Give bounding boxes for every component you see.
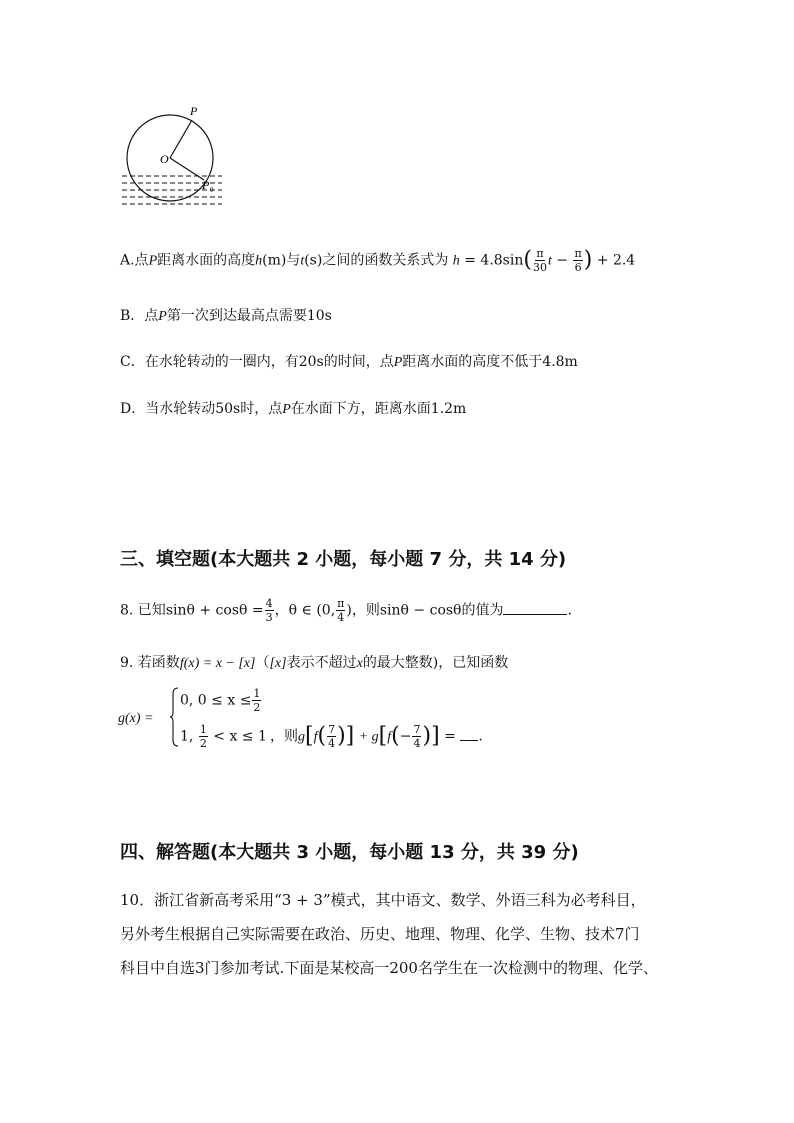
q9-f1: f: [313, 729, 318, 745]
q9-desc: 表示不超过: [286, 655, 357, 671]
q8-interval-close: ): [346, 602, 352, 619]
point-p: P: [393, 355, 403, 370]
frac-pi-4: $\frac{\pi}{4}$: [337, 597, 345, 624]
var-h: h: [255, 253, 263, 269]
frac-1-2-case1: $\frac{1}{2}$: [253, 687, 261, 714]
case1-val: 0, 0 ≤ x ≤: [180, 692, 252, 709]
question-9-line-1: [120, 652, 508, 672]
q8-then: ，则sinθ − cosθ的值为: [351, 602, 504, 619]
piecewise-brace: [170, 686, 180, 748]
option-a-and: 与: [286, 252, 301, 269]
formula-t: t: [547, 253, 552, 269]
piecewise-case-2: [180, 724, 267, 749]
label-p0: P: [202, 178, 210, 192]
formula-plus: + 2.4: [596, 252, 636, 269]
label-p0-sub: 0: [210, 186, 214, 194]
formula-eq: = 4.8sin: [464, 252, 524, 269]
q8-prefix: 8. 已知: [120, 602, 166, 619]
q8-theta-in: θ ∈: [288, 602, 312, 619]
frac-pi-30: $\frac{\pi}{30}$: [532, 247, 547, 274]
label-p: P: [190, 104, 198, 118]
option-c: [120, 351, 578, 371]
q8-interval-open: (0,: [316, 602, 336, 619]
q9-then: ，则: [270, 728, 298, 745]
case2-rest: < x ≤ 1: [213, 728, 267, 745]
water-wheel-figure: [110, 98, 230, 214]
option-b-prefix: B．点: [120, 308, 159, 324]
q9-prefix: 9. 若函数: [120, 655, 180, 671]
q9-eq: =: [444, 728, 456, 745]
q9-x: x: [356, 656, 363, 671]
section-4-title: 四、解答题(本大题共 3 小题，每小题 13 分，共 39 分): [120, 842, 579, 863]
q8-expr: sinθ + cosθ =: [165, 602, 264, 619]
answer-blank-9[interactable]: [460, 726, 478, 741]
radius-op: [170, 120, 192, 158]
point-p: P: [282, 402, 291, 417]
answer-blank-8[interactable]: [503, 600, 567, 615]
frac-neg-7-4: $\frac{7}{4}$: [413, 723, 421, 750]
label-o: O: [160, 152, 169, 166]
q8-end: .: [567, 602, 572, 619]
q9-desc2: 的最大整数)，已知函数: [362, 655, 509, 671]
q9-paren: （: [255, 655, 270, 671]
option-c-prefix: C．在水轮转动的一圈内，有20s的时间，点: [120, 354, 394, 370]
unit-s: (s): [304, 252, 323, 269]
q10-line-2: 另外考生根据自己实际需要在政治、历史、地理、物理、化学、生物、技术7门: [120, 925, 640, 943]
option-a-text1: 距离水面的高度: [157, 252, 256, 269]
q9-g1: g: [298, 729, 305, 745]
q9-bracket-x: [x]: [269, 656, 287, 671]
section-3-title: 三、填空题(本大题共 2 小题，每小题 7 分，共 14 分): [120, 549, 567, 570]
point-p: P: [158, 309, 167, 324]
q9-gx-label: [118, 710, 154, 727]
option-b-text: 第一次到达最高点需要10s: [166, 308, 332, 324]
q10-line-3: 科目中自选3门参加考试.下面是某校高一200名学生在一次检测中的物理、化学、: [120, 959, 658, 977]
q9-neg: −: [399, 728, 412, 745]
q9-plus-g: + g: [358, 729, 379, 745]
option-a-text2: 之间的函数关系式为: [322, 252, 449, 269]
q9-gx: g(x) =: [118, 711, 154, 726]
radius-op0: [170, 158, 204, 180]
frac-7-4: $\frac{7}{4}$: [328, 723, 336, 750]
frac-1-2-case2: $\frac{1}{2}$: [199, 723, 207, 750]
q9-expression: ，则g[f( $\frac{7}{4}$ )] + g[f(− $\frac{7}{4}$ )] = .: [270, 723, 483, 750]
point-p: P: [148, 253, 158, 269]
option-d-prefix: D．当水轮转动50s时，点: [120, 401, 283, 417]
q9-end: .: [478, 728, 483, 745]
frac-pi-6: $\frac{\pi}{6}$: [574, 247, 582, 274]
q8-sep: ，: [274, 602, 289, 619]
q9-fx: f(x) = x − [x]: [179, 656, 256, 671]
q10-line-1: 10．浙江省新高考采用“3 + 3”模式，其中语文、数学、外语三科为必考科目，: [120, 891, 646, 909]
question-8: [120, 598, 572, 623]
option-b: [120, 305, 332, 325]
option-c-text: 距离水面的高度不低于4.8m: [402, 354, 578, 370]
unit-m: (m): [262, 252, 287, 269]
var-t: t: [300, 253, 305, 269]
case2-val: 1,: [180, 728, 194, 745]
option-a-prefix: A.点: [120, 252, 149, 269]
formula-minus: −: [556, 252, 569, 269]
option-a: A.点P距离水面的高度h(m)与t(s)之间的函数关系式为 h = 4.8sin( $\frac{\pi}{30}$ t − $\frac{\pi}{6}$ ) + 2.4: [120, 247, 636, 274]
frac-4-3: $\frac{4}{3}$: [265, 597, 273, 624]
q9-f2: f: [387, 729, 392, 745]
piecewise-case-1: [180, 688, 262, 713]
option-d: [120, 398, 466, 418]
option-d-text: 在水面下方，距离水面1.2m: [290, 401, 467, 417]
formula-h: h: [452, 253, 460, 269]
